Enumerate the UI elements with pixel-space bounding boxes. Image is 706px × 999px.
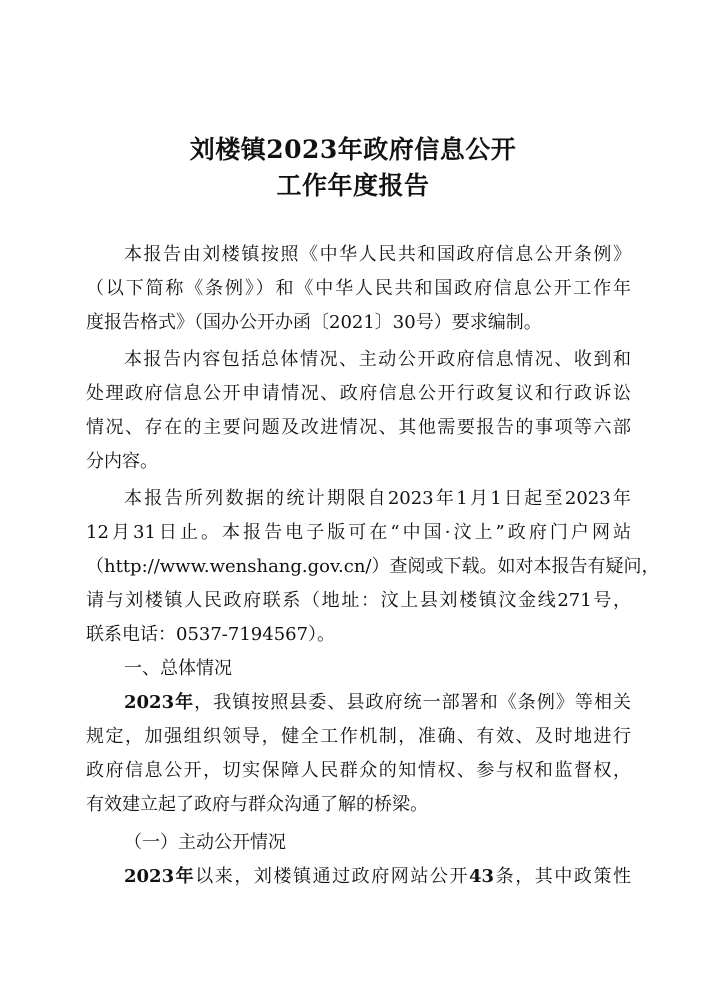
paragraph-line: 政府信息公开，切实保障人民群众的知情权、参与权和监督权， — [86, 760, 631, 781]
year-lead: 2023年 — [124, 692, 195, 713]
paragraph-line: 本报告内容包括总体情况、主动公开政府信息情况、收到和 — [124, 349, 631, 370]
paragraph-line: 本报告所列数据的统计期限自2023年1月1日起至2023年 — [124, 488, 631, 509]
paragraph-line: 2023年，我镇按照县委、县政府统一部署和《条例》等相关 — [124, 692, 631, 713]
paragraph-line: （以下简称《条例》）和《中华人民共和国政府信息公开工作年 — [86, 278, 631, 299]
paragraph-line: 度报告格式》（国办公开办函〔2021〕30号）要求编制。 — [86, 312, 542, 333]
content-scope-paragraph — [86, 343, 631, 479]
paragraph-line: 处理政府信息公开申请情况、政府信息公开行政复议和行政诉讼 — [86, 383, 631, 404]
paragraph-line: 12月31日止。本报告电子版可在“中国·汶上”政府门户网站 — [86, 522, 631, 543]
proactive-disclosure-paragraph — [86, 860, 631, 894]
section-heading-proactive-disclosure: （一）主动公开情况 — [124, 832, 286, 853]
year-lead: 2023年 — [124, 866, 196, 887]
paragraph-line: 有效建立起了政府与群众沟通了解的桥梁。 — [86, 794, 428, 815]
paragraph-line: 2023年以来，刘楼镇通过政府网站公开43条，其中政策性 — [124, 866, 631, 887]
paragraph-line: 本报告由刘楼镇按照《中华人民共和国政府信息公开条例》 — [124, 244, 631, 265]
paragraph-line: 情况、存在的主要问题及改进情况、其他需要报告的事项等六部 — [86, 417, 631, 438]
paragraph-line: 请与刘楼镇人民政府联系（地址：汶上县刘楼镇汶金线271号， — [86, 590, 631, 611]
document-title-line-1: 刘楼镇2023年政府信息公开 — [189, 135, 517, 164]
paragraph-line: 联系电话：0537-7194567）。 — [86, 624, 336, 645]
section-heading-overview: 一、总体情况 — [124, 658, 232, 679]
disclosure-count: 43 — [469, 866, 495, 887]
document-title-line-2: 工作年度报告 — [276, 171, 430, 200]
statistics-period-paragraph — [86, 482, 660, 652]
paragraph-line: 规定，加强组织领导，健全工作机制，准确、有效、及时地进行 — [86, 726, 631, 747]
intro-paragraph — [86, 238, 631, 340]
paragraph-line: 分内容。 — [86, 451, 158, 472]
paragraph-line: （http://www.wenshang.gov.cn/）查阅或下载。如对本报告有疑问， — [86, 556, 660, 577]
overview-paragraph — [86, 686, 631, 822]
